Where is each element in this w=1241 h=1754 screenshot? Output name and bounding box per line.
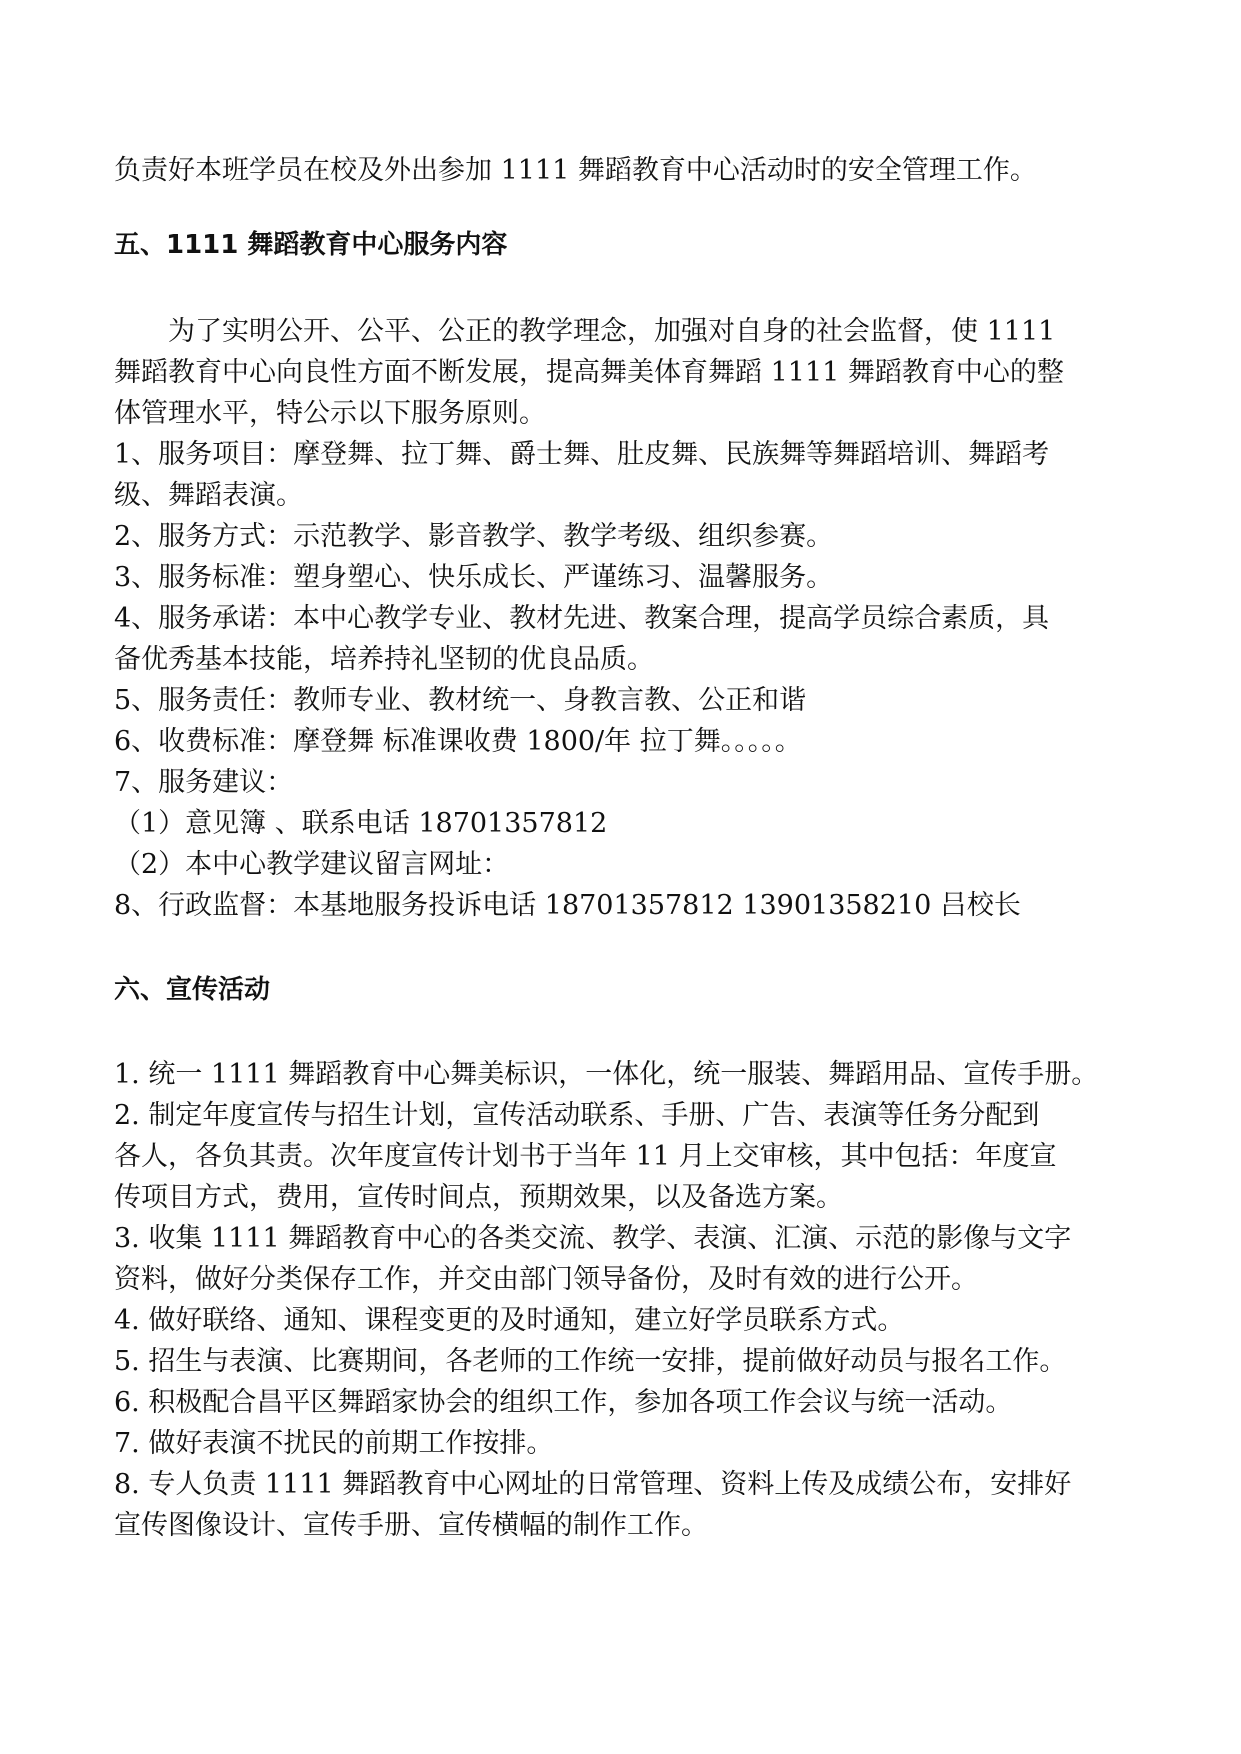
spacer [114,266,1134,311]
list-item: 5、服务责任：教师专业、教材统一、身教言教、公正和谐 [114,685,807,716]
paragraph-line: 为了实明公开、公平、公正的教学理念，加强对自身的社会监督，使 1111 [168,316,1056,347]
document-body [114,150,1134,1546]
spacer [114,926,1134,970]
list-item: 4. 做好联络、通知、课程变更的及时通知，建立好学员联系方式。 [114,1305,905,1336]
list-item: 传项目方式，费用，宣传时间点，预期效果，以及备选方案。 [114,1182,843,1213]
list-item: 8. 专人负责 1111 舞蹈教育中心网址的日常管理、资料上传及成绩公布，安排好 [114,1469,1072,1500]
section-5-paragraph [114,311,1134,434]
list-item: 7、服务建议： [114,767,294,798]
section-5-heading: 五、1111 舞蹈教育中心服务内容 [114,230,508,260]
spacer [114,191,1134,225]
list-item: 1. 统一 1111 舞蹈教育中心舞美标识，一体化，统一服装、舞蹈用品、宣传手册。 [114,1059,1099,1090]
list-item: 3、服务标准：塑身塑心、快乐成长、严谨练习、温馨服务。 [114,562,834,593]
section-6-heading: 六、宣传活动 [114,975,271,1005]
list-item: 6. 积极配合昌平区舞蹈家协会的组织工作，参加各项工作会议与统一活动。 [114,1387,1013,1418]
section-5-list [114,434,1134,926]
list-item: （2）本中心教学建议留言网址： [114,849,510,880]
list-item: 4、服务承诺：本中心教学专业、教材先进、教案合理，提高学员综合素质，具 [114,603,1050,634]
list-item: 各人，各负其责。次年度宣传计划书于当年 11 月上交审核，其中包括：年度宣 [114,1141,1057,1172]
list-item: 级、舞蹈表演。 [114,480,303,511]
paragraph-line: 舞蹈教育中心向良性方面不断发展，提高舞美体育舞蹈 1111 舞蹈教育中心的整 [114,357,1064,388]
section-6-list [114,1054,1134,1546]
list-item: 3. 收集 1111 舞蹈教育中心的各类交流、教学、表演、汇演、示范的影像与文字 [114,1223,1072,1254]
intro-line: 负责好本班学员在校及外出参加 1111 舞蹈教育中心活动时的安全管理工作。 [114,155,1037,186]
list-item: 2、服务方式：示范教学、影音教学、教学考级、组织参赛。 [114,521,834,552]
list-item: 8、行政监督：本基地服务投诉电话 18701357812 13901358210 吕校长 [114,890,1021,921]
list-item: 宣传图像设计、宣传手册、宣传横幅的制作工作。 [114,1510,708,1541]
list-item: 6、收费标准：摩登舞 标准课收费 1800/年 拉丁舞。。。。。 [114,726,802,757]
list-item: 5. 招生与表演、比赛期间，各老师的工作统一安排，提前做好动员与报名工作。 [114,1346,1067,1377]
list-item: （1）意见簿 、联系电话 18701357812 [114,808,608,839]
paragraph-line: 体管理水平，特公示以下服务原则。 [114,398,546,429]
list-item: 资料，做好分类保存工作，并交由部门领导备份，及时有效的进行公开。 [114,1264,978,1295]
list-item: 7. 做好表演不扰民的前期工作按排。 [114,1428,554,1459]
list-item: 2. 制定年度宣传与招生计划，宣传活动联系、手册、广告、表演等任务分配到 [114,1100,1040,1131]
list-item: 备优秀基本技能，培养持礼坚韧的优良品质。 [114,644,654,675]
spacer [114,1011,1134,1054]
list-item: 1、服务项目：摩登舞、拉丁舞、爵士舞、肚皮舞、民族舞等舞蹈培训、舞蹈考 [114,439,1050,470]
